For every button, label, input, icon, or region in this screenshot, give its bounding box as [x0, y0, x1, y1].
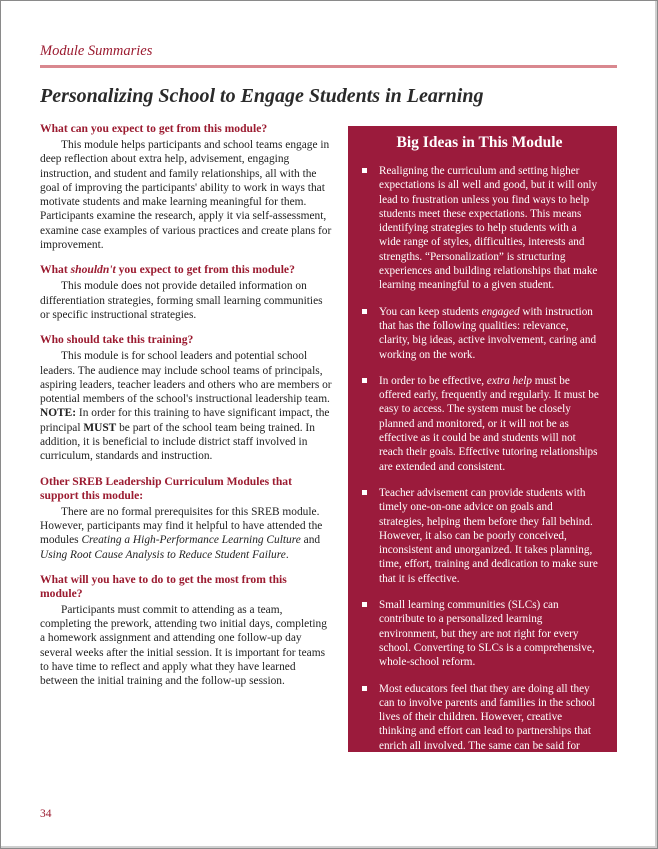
square-bullet-icon	[362, 602, 367, 607]
item-text: with instruction that has the following qualities: relevance, clarity, big ideas, active involvement, caring and working on the work.	[379, 305, 597, 361]
section-body	[40, 505, 332, 562]
section-heading: What will you have to do to get the most from this module?	[40, 572, 287, 600]
section-body: This module does not provide detailed information on differentiation strategies, forming small learning communities or specific instructional strategies.	[40, 280, 323, 321]
section-not-expect	[40, 263, 332, 322]
page-title: Personalizing School to Engage Students in Learning	[40, 85, 484, 107]
list-item	[360, 682, 599, 768]
body-text: and	[300, 534, 321, 547]
note-label: NOTE:	[40, 407, 77, 420]
must-emphasis: MUST	[83, 421, 117, 434]
square-bullet-icon	[362, 168, 367, 173]
heading-text: you expect to get from this module?	[115, 263, 295, 277]
item-text: Most educators feel that they are doing all they can to involve parents and families in the school lives of their children. However, creative thinking and effort can lead to partnerships that enrich all involved. The same can be said for relevant instruction.	[379, 682, 596, 766]
section-header: Module Summaries	[40, 43, 153, 59]
item-emphasis: extra help	[486, 374, 532, 387]
list-item	[360, 305, 599, 362]
square-bullet-icon	[362, 686, 367, 691]
item-text: Realigning the curriculum and setting higher expectations is all well and good, but it will only lead to frustration unless you find ways to help students meet these expectations. This means identifying strategies to help students with a wide range of styles, difficulties, interests and strengths. “Personalization” is structuring experiences and building relationships that make learning meaningful to a given student.	[379, 165, 598, 292]
section-related-modules	[40, 475, 332, 562]
section-body	[40, 349, 332, 463]
section-requirements	[40, 573, 332, 689]
section-body: Participants must commit to attending as a team, completing the prework, attending two initial days, completing a homework assignment and attending one follow-up day several weeks after the initial session. It is important for teams to have time to reflect and apply what they have learned between the initial training and the follow-up session.	[40, 603, 327, 688]
item-text: must be offered early, frequently and regularly. It must be easy to access. The system must be closely planned and monitored, or it will not be as effective as it could be and students will not reach their goals. Effective tutoring relationships are extended and consistent.	[379, 374, 599, 473]
item-text: Small learning communities (SLCs) can contribute to a personalized learning environment, but they are not right for every school. Converting to SLCs is a comprehensive, whole-school reform.	[379, 599, 595, 669]
section-heading	[40, 263, 332, 277]
module-summary-column	[40, 122, 332, 700]
item-text: In order to be effective,	[379, 374, 487, 387]
list-item	[360, 374, 599, 474]
heading-text: What	[40, 263, 71, 277]
heading-emphasis: shouldn't	[70, 263, 116, 277]
list-item	[360, 164, 599, 293]
big-ideas-list	[360, 164, 599, 767]
header-divider	[40, 65, 617, 68]
square-bullet-icon	[362, 309, 367, 314]
body-text: .	[285, 548, 289, 561]
body-text: In order for this training to have significant impact, the principal	[40, 407, 330, 434]
body-text: There are no formal prerequisites for this SREB module. However, participants may find it helpful to have attended the modules	[40, 505, 323, 547]
list-item	[360, 598, 599, 669]
section-heading: Who should take this training?	[40, 333, 194, 347]
big-ideas-box	[348, 126, 617, 766]
section-expect	[40, 122, 332, 252]
section-heading: Other SREB Leadership Curriculum Modules that support this module:	[40, 474, 292, 502]
item-text: You can keep students	[379, 305, 482, 318]
body-text: This module is for school leaders and potential school leaders. The audience may include school teams of principals, aspiring leaders, teacher leaders and others who are members or potential members of the school's instructional leadership team.	[40, 350, 332, 406]
module-title: Creating a High-Performance Learning Culture	[81, 534, 301, 547]
big-ideas-title: Big Ideas in This Module	[396, 134, 563, 151]
square-bullet-icon	[362, 490, 367, 495]
item-text: Teacher advisement can provide students with timely one-on-one advice on goals and strategies, helping them before they fall behind. However, it also can be poorly conceived, inconsistent and unorganized. It takes planning, time, effort, training and dedication to make sure that it is effective.	[379, 486, 598, 585]
item-emphasis: engaged	[481, 305, 520, 318]
section-heading: What can you expect to get from this module?	[40, 122, 268, 135]
section-body: This module helps participants and school teams engage in deep reflection about extra help, advisement, engaging instruction, and student and family relationships, all with the goal of improving the participants' ability to work in ways that motivate students and make learning meaningful for them. Participants examine the research, apply it via self-assessment, examine case examples of various practices and create plans for improvement.	[40, 139, 332, 252]
list-item	[360, 486, 599, 586]
section-audience	[40, 333, 332, 463]
square-bullet-icon	[362, 378, 367, 383]
module-title: Using Root Cause Analysis to Reduce Student Failure	[40, 548, 286, 561]
body-text: be part of the school team being trained. In addition, it is beneficial to include district staff involved in curriculum, standards and instruction.	[40, 421, 315, 463]
page-number: 34	[40, 808, 52, 820]
